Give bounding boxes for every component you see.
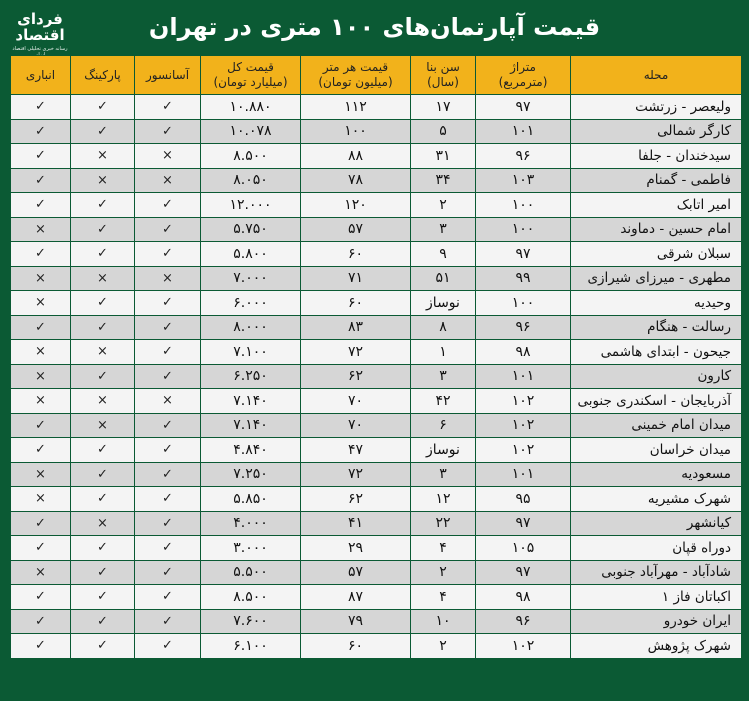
cell-total-price: ۸.۰۰۰ bbox=[201, 315, 301, 340]
cell-price-per-meter: ۷۱ bbox=[301, 266, 411, 291]
cell-elevator: ✓ bbox=[135, 95, 201, 120]
table-row bbox=[11, 291, 742, 316]
cell-size: ۱۰۱ bbox=[476, 364, 571, 389]
cell-storage: × bbox=[11, 266, 71, 291]
cell-area: رسالت - هنگام bbox=[571, 315, 742, 340]
cell-price-per-meter: ۶۰ bbox=[301, 242, 411, 267]
cell-price-per-meter: ۸۳ bbox=[301, 315, 411, 340]
cell-storage: × bbox=[11, 560, 71, 585]
cell-total-price: ۵.۵۰۰ bbox=[201, 560, 301, 585]
cell-area: امام حسین - دماوند bbox=[571, 217, 742, 242]
cell-area: کارون bbox=[571, 364, 742, 389]
cell-size: ۹۷ bbox=[476, 511, 571, 536]
cell-area: مطهری - میرزای شیرازی bbox=[571, 266, 742, 291]
cell-elevator: ✓ bbox=[135, 585, 201, 610]
cell-total-price: ۵.۸۵۰ bbox=[201, 487, 301, 512]
cell-price-per-meter: ۷۸ bbox=[301, 168, 411, 193]
cell-elevator: ✓ bbox=[135, 364, 201, 389]
cell-total-price: ۱۰.۸۸۰ bbox=[201, 95, 301, 120]
cell-age: ۲ bbox=[411, 634, 476, 659]
cell-price-per-meter: ۶۲ bbox=[301, 364, 411, 389]
cell-size: ۹۷ bbox=[476, 242, 571, 267]
cell-elevator: ✓ bbox=[135, 536, 201, 561]
cell-storage: × bbox=[11, 364, 71, 389]
cell-size: ۱۰۲ bbox=[476, 634, 571, 659]
cell-total-price: ۸.۰۵۰ bbox=[201, 168, 301, 193]
cell-area: ولیعصر - زرتشت bbox=[571, 95, 742, 120]
cell-price-per-meter: ۶۰ bbox=[301, 291, 411, 316]
cell-total-price: ۸.۵۰۰ bbox=[201, 144, 301, 169]
cell-price-per-meter: ۱۰۰ bbox=[301, 119, 411, 144]
header-age: سن بنا (سال) bbox=[411, 56, 476, 95]
cell-age: نوساز bbox=[411, 291, 476, 316]
cell-storage: × bbox=[11, 340, 71, 365]
cell-storage: ✓ bbox=[11, 511, 71, 536]
cell-total-price: ۱۲.۰۰۰ bbox=[201, 193, 301, 218]
cell-area: امیر اتابک bbox=[571, 193, 742, 218]
table-row bbox=[11, 560, 742, 585]
cell-elevator: ✓ bbox=[135, 291, 201, 316]
cell-parking: ✓ bbox=[71, 609, 135, 634]
cell-age: ۳۴ bbox=[411, 168, 476, 193]
cell-parking: ✓ bbox=[71, 119, 135, 144]
cell-price-per-meter: ۱۲۰ bbox=[301, 193, 411, 218]
cell-price-per-meter: ۷۰ bbox=[301, 389, 411, 414]
cell-parking: × bbox=[71, 413, 135, 438]
cell-total-price: ۴.۸۴۰ bbox=[201, 438, 301, 463]
cell-age: نوساز bbox=[411, 438, 476, 463]
cell-total-price: ۶.۱۰۰ bbox=[201, 634, 301, 659]
cell-total-price: ۴.۰۰۰ bbox=[201, 511, 301, 536]
table-body bbox=[11, 95, 742, 659]
cell-parking: ✓ bbox=[71, 217, 135, 242]
cell-total-price: ۶.۰۰۰ bbox=[201, 291, 301, 316]
cell-size: ۹۶ bbox=[476, 144, 571, 169]
cell-storage: ✓ bbox=[11, 585, 71, 610]
cell-total-price: ۱۰.۰۷۸ bbox=[201, 119, 301, 144]
cell-price-per-meter: ۱۱۲ bbox=[301, 95, 411, 120]
cell-price-per-meter: ۲۹ bbox=[301, 536, 411, 561]
cell-price-per-meter: ۷۲ bbox=[301, 340, 411, 365]
cell-size: ۱۰۲ bbox=[476, 438, 571, 463]
cell-total-price: ۷.۱۴۰ bbox=[201, 413, 301, 438]
table-row bbox=[11, 413, 742, 438]
cell-total-price: ۷.۲۵۰ bbox=[201, 462, 301, 487]
cell-area: ایران خودرو bbox=[571, 609, 742, 634]
cell-area: کیانشهر bbox=[571, 511, 742, 536]
cell-area: دوراه قپان bbox=[571, 536, 742, 561]
table-row bbox=[11, 487, 742, 512]
cell-parking: ✓ bbox=[71, 315, 135, 340]
header-parking: پارکینگ bbox=[71, 56, 135, 95]
cell-storage: ✓ bbox=[11, 413, 71, 438]
cell-storage: × bbox=[11, 217, 71, 242]
header-storage: انباری bbox=[11, 56, 71, 95]
cell-size: ۹۷ bbox=[476, 560, 571, 585]
cell-parking: ✓ bbox=[71, 242, 135, 267]
table-row bbox=[11, 609, 742, 634]
header-price-per-meter: قیمت هر متر (میلیون تومان) bbox=[301, 56, 411, 95]
cell-price-per-meter: ۷۹ bbox=[301, 609, 411, 634]
cell-price-per-meter: ۶۲ bbox=[301, 487, 411, 512]
cell-area: سیدخندان - جلفا bbox=[571, 144, 742, 169]
cell-parking: × bbox=[71, 389, 135, 414]
cell-total-price: ۷.۱۰۰ bbox=[201, 340, 301, 365]
cell-parking: × bbox=[71, 266, 135, 291]
cell-area: شهرک پژوهش bbox=[571, 634, 742, 659]
cell-parking: × bbox=[71, 144, 135, 169]
brand-logo bbox=[10, 8, 70, 52]
cell-area: وحیدیه bbox=[571, 291, 742, 316]
header-elevator: آسانسور bbox=[135, 56, 201, 95]
cell-elevator: ✓ bbox=[135, 438, 201, 463]
cell-age: ۹ bbox=[411, 242, 476, 267]
cell-elevator: ✓ bbox=[135, 315, 201, 340]
cell-storage: ✓ bbox=[11, 119, 71, 144]
cell-parking: ✓ bbox=[71, 438, 135, 463]
cell-elevator: ✓ bbox=[135, 217, 201, 242]
cell-storage: ✓ bbox=[11, 609, 71, 634]
table-row bbox=[11, 119, 742, 144]
cell-total-price: ۸.۵۰۰ bbox=[201, 585, 301, 610]
cell-total-price: ۳.۰۰۰ bbox=[201, 536, 301, 561]
cell-area: شادآباد - مهرآباد جنوبی bbox=[571, 560, 742, 585]
cell-parking: ✓ bbox=[71, 95, 135, 120]
logo-tagline: رسانه خبری تحلیلی اقتصاد bbox=[12, 46, 68, 52]
cell-storage: ✓ bbox=[11, 315, 71, 340]
cell-size: ۱۰۰ bbox=[476, 193, 571, 218]
cell-storage: × bbox=[11, 291, 71, 316]
table-row bbox=[11, 168, 742, 193]
cell-area: اکباتان فاز ۱ bbox=[571, 585, 742, 610]
cell-size: ۹۷ bbox=[476, 95, 571, 120]
cell-parking: × bbox=[71, 168, 135, 193]
cell-total-price: ۷.۰۰۰ bbox=[201, 266, 301, 291]
cell-price-per-meter: ۵۷ bbox=[301, 560, 411, 585]
cell-size: ۹۶ bbox=[476, 315, 571, 340]
cell-elevator: × bbox=[135, 168, 201, 193]
cell-age: ۱ bbox=[411, 340, 476, 365]
cell-elevator: ✓ bbox=[135, 487, 201, 512]
table-row bbox=[11, 193, 742, 218]
table-row bbox=[11, 266, 742, 291]
cell-price-per-meter: ۸۸ bbox=[301, 144, 411, 169]
cell-parking: ✓ bbox=[71, 291, 135, 316]
cell-size: ۱۰۰ bbox=[476, 217, 571, 242]
cell-age: ۳ bbox=[411, 364, 476, 389]
table-row bbox=[11, 144, 742, 169]
cell-price-per-meter: ۴۱ bbox=[301, 511, 411, 536]
cell-parking: ✓ bbox=[71, 634, 135, 659]
cell-size: ۹۸ bbox=[476, 340, 571, 365]
cell-age: ۴ bbox=[411, 536, 476, 561]
cell-area: میدان امام خمینی bbox=[571, 413, 742, 438]
table-row bbox=[11, 634, 742, 659]
cell-area: فاطمی - گمنام bbox=[571, 168, 742, 193]
cell-storage: × bbox=[11, 389, 71, 414]
cell-elevator: ✓ bbox=[135, 413, 201, 438]
cell-price-per-meter: ۴۷ bbox=[301, 438, 411, 463]
cell-size: ۹۶ bbox=[476, 609, 571, 634]
cell-storage: × bbox=[11, 487, 71, 512]
cell-elevator: ✓ bbox=[135, 119, 201, 144]
cell-parking: ✓ bbox=[71, 536, 135, 561]
cell-age: ۲ bbox=[411, 193, 476, 218]
cell-total-price: ۶.۲۵۰ bbox=[201, 364, 301, 389]
cell-total-price: ۷.۱۴۰ bbox=[201, 389, 301, 414]
page-title: قیمت آپارتمان‌های ۱۰۰ متری در تهران bbox=[148, 13, 601, 41]
cell-age: ۱۲ bbox=[411, 487, 476, 512]
cell-price-per-meter: ۷۲ bbox=[301, 462, 411, 487]
cell-elevator: ✓ bbox=[135, 462, 201, 487]
cell-total-price: ۵.۷۵۰ bbox=[201, 217, 301, 242]
cell-size: ۱۰۵ bbox=[476, 536, 571, 561]
cell-storage: ✓ bbox=[11, 144, 71, 169]
table-row bbox=[11, 315, 742, 340]
table-row bbox=[11, 462, 742, 487]
table-row bbox=[11, 389, 742, 414]
cell-age: ۸ bbox=[411, 315, 476, 340]
cell-size: ۱۰۱ bbox=[476, 119, 571, 144]
cell-storage: × bbox=[11, 462, 71, 487]
cell-age: ۱۷ bbox=[411, 95, 476, 120]
cell-size: ۱۰۳ bbox=[476, 168, 571, 193]
cell-storage: ✓ bbox=[11, 438, 71, 463]
cell-area: آذربایجان - اسکندری جنوبی bbox=[571, 389, 742, 414]
header-area: محله bbox=[571, 56, 742, 95]
cell-age: ۵ bbox=[411, 119, 476, 144]
table-row bbox=[11, 438, 742, 463]
cell-area: کارگر شمالی bbox=[571, 119, 742, 144]
cell-age: ۳۱ bbox=[411, 144, 476, 169]
cell-price-per-meter: ۷۰ bbox=[301, 413, 411, 438]
cell-parking: × bbox=[71, 340, 135, 365]
cell-elevator: ✓ bbox=[135, 609, 201, 634]
table-row bbox=[11, 511, 742, 536]
table-row bbox=[11, 95, 742, 120]
table-row bbox=[11, 340, 742, 365]
logo-name: فردای اقتصاد bbox=[15, 10, 65, 44]
header-size: متراژ (مترمربع) bbox=[476, 56, 571, 95]
cell-elevator: × bbox=[135, 389, 201, 414]
cell-parking: ✓ bbox=[71, 364, 135, 389]
cell-area: سبلان شرقی bbox=[571, 242, 742, 267]
cell-size: ۹۹ bbox=[476, 266, 571, 291]
cell-total-price: ۵.۸۰۰ bbox=[201, 242, 301, 267]
cell-price-per-meter: ۶۰ bbox=[301, 634, 411, 659]
cell-storage: ✓ bbox=[11, 536, 71, 561]
cell-age: ۴۲ bbox=[411, 389, 476, 414]
cell-elevator: ✓ bbox=[135, 634, 201, 659]
cell-parking: ✓ bbox=[71, 487, 135, 512]
cell-area: شهرک مشیریه bbox=[571, 487, 742, 512]
cell-age: ۲ bbox=[411, 560, 476, 585]
cell-elevator: ✓ bbox=[135, 560, 201, 585]
cell-size: ۹۸ bbox=[476, 585, 571, 610]
cell-parking: ✓ bbox=[71, 560, 135, 585]
cell-storage: ✓ bbox=[11, 168, 71, 193]
cell-elevator: × bbox=[135, 266, 201, 291]
price-table bbox=[10, 55, 742, 659]
cell-storage: ✓ bbox=[11, 242, 71, 267]
cell-elevator: × bbox=[135, 144, 201, 169]
cell-parking: ✓ bbox=[71, 585, 135, 610]
cell-size: ۱۰۱ bbox=[476, 462, 571, 487]
cell-storage: ✓ bbox=[11, 95, 71, 120]
cell-storage: ✓ bbox=[11, 634, 71, 659]
cell-area: جیحون - ابتدای هاشمی bbox=[571, 340, 742, 365]
header-total-price: قیمت کل (میلیارد تومان) bbox=[201, 56, 301, 95]
table-row bbox=[11, 536, 742, 561]
cell-parking: ✓ bbox=[71, 462, 135, 487]
cell-size: ۱۰۰ bbox=[476, 291, 571, 316]
table-row bbox=[11, 585, 742, 610]
table-header-row bbox=[11, 56, 742, 95]
cell-age: ۳ bbox=[411, 462, 476, 487]
table-row bbox=[11, 217, 742, 242]
cell-parking: ✓ bbox=[71, 193, 135, 218]
cell-price-per-meter: ۵۷ bbox=[301, 217, 411, 242]
cell-area: میدان خراسان bbox=[571, 438, 742, 463]
cell-age: ۲۲ bbox=[411, 511, 476, 536]
cell-age: ۴ bbox=[411, 585, 476, 610]
cell-elevator: ✓ bbox=[135, 511, 201, 536]
cell-age: ۱۰ bbox=[411, 609, 476, 634]
cell-age: ۵۱ bbox=[411, 266, 476, 291]
cell-age: ۶ bbox=[411, 413, 476, 438]
cell-parking: × bbox=[71, 511, 135, 536]
cell-elevator: ✓ bbox=[135, 242, 201, 267]
cell-age: ۳ bbox=[411, 217, 476, 242]
table-row bbox=[11, 242, 742, 267]
cell-elevator: ✓ bbox=[135, 193, 201, 218]
cell-size: ۱۰۲ bbox=[476, 413, 571, 438]
cell-total-price: ۷.۶۰۰ bbox=[201, 609, 301, 634]
cell-storage: ✓ bbox=[11, 193, 71, 218]
cell-elevator: ✓ bbox=[135, 340, 201, 365]
table-row bbox=[11, 364, 742, 389]
cell-area: مسعودیه bbox=[571, 462, 742, 487]
cell-price-per-meter: ۸۷ bbox=[301, 585, 411, 610]
cell-size: ۹۵ bbox=[476, 487, 571, 512]
cell-size: ۱۰۲ bbox=[476, 389, 571, 414]
